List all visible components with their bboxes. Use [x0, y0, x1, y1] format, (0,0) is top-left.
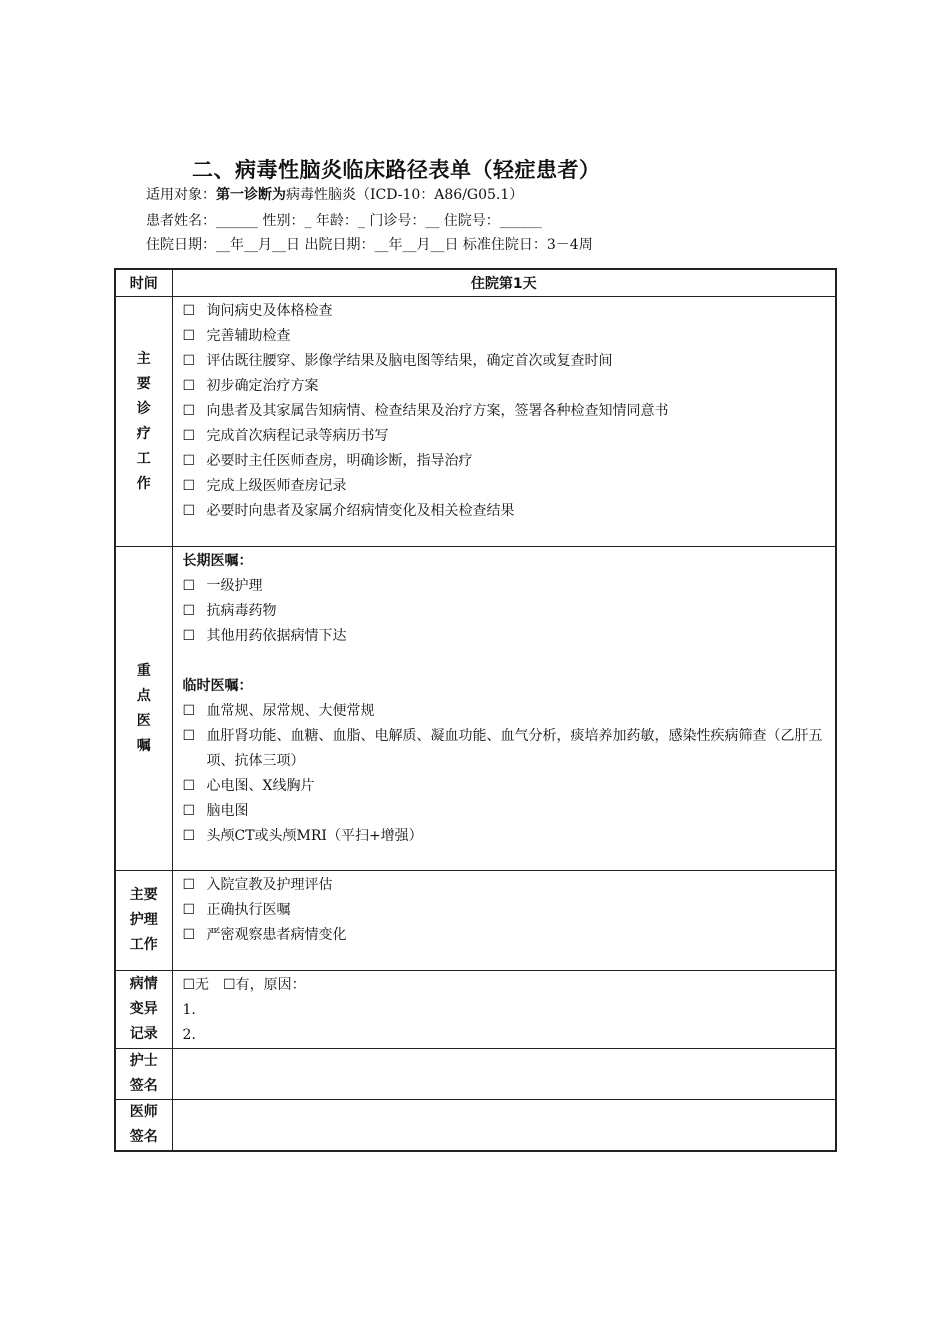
doctor-sign-row [115, 1100, 836, 1152]
variance-row [115, 971, 836, 1049]
meta-bold: 第一诊断为 [216, 187, 286, 203]
variance-reason-2[interactable]: 2. [182, 1027, 196, 1043]
label-line: 记录 [129, 1026, 158, 1042]
checklist-item[interactable]: ☐ 完成上级医师查房记录 [183, 474, 832, 499]
checkbox-icon[interactable]: ☐ [182, 628, 196, 644]
checkbox-icon[interactable]: ☐ [182, 927, 196, 943]
label-line: 护士 [129, 1053, 158, 1069]
label-line: 工作 [129, 937, 158, 953]
label-char: 诊 [136, 400, 151, 417]
checklist-item[interactable]: ☐ 向患者及其家属告知病情、检查结果及治疗方案，签署各种检查知情同意书 [183, 399, 832, 424]
label-char: 重 [136, 662, 151, 679]
checklist-item[interactable]: ☐ 必要时主任医师查房，明确诊断，指导治疗 [183, 449, 832, 474]
checklist-item[interactable]: ☐ 一级护理 [183, 574, 832, 599]
checkbox-icon[interactable]: ☐ [182, 603, 196, 619]
checklist-item[interactable]: ☐ 心电图、X线胸片 [183, 774, 832, 799]
checkbox-icon[interactable]: ☐ [182, 902, 196, 918]
label-char: 疗 [136, 425, 151, 442]
label-line: 签名 [129, 1078, 158, 1094]
nursing-row [115, 871, 836, 971]
main-work-row [115, 297, 836, 547]
checklist-item[interactable]: ☐ 评估既往腰穿、影像学结果及脑电图等结果，确定首次或复查时间 [183, 349, 832, 374]
meta-diagnosis: 病毒性脑炎（ICD-10：A86/G05.1） [286, 187, 524, 203]
nurse-signature-field[interactable] [172, 1049, 836, 1100]
nursing-content [172, 871, 836, 971]
label-char: 嘱 [136, 737, 151, 754]
nurse-sign-row [115, 1049, 836, 1100]
checkbox-icon[interactable]: ☐ [182, 803, 196, 819]
orders-label [115, 547, 172, 871]
checkbox-icon[interactable]: ☐ [182, 428, 196, 444]
checklist-item[interactable]: ☐ 其他用药依据病情下达 [183, 624, 832, 649]
header-day: 住院第1天 [172, 269, 836, 297]
checklist-item[interactable]: ☐ 完善辅助检查 [183, 324, 832, 349]
checkbox-icon[interactable]: ☐ [182, 328, 196, 344]
checkbox-icon[interactable]: ☐ [182, 503, 196, 519]
label-line: 病情 [129, 976, 158, 992]
checklist-item[interactable]: ☐ 血肝肾功能、血糖、血脂、电解质、凝血功能、血气分析，痰培养加药敏，感染性疾病筛查（乙肝五项、抗体三项） [183, 724, 832, 774]
variance-options[interactable]: ☐无 ☐有，原因： [182, 977, 306, 993]
meta-prefix: 适用对象： [146, 187, 216, 203]
label-line: 变异 [129, 1001, 158, 1017]
patient-info-line: 患者姓名：______ 性别：_ 年龄：_ 门诊号：__ 住院号：______ [146, 213, 542, 229]
temporary-orders-title: 临时医嘱： [182, 678, 253, 694]
main-work-content [172, 297, 836, 547]
variance-content [172, 971, 836, 1049]
checklist-item[interactable]: ☐ 血常规、尿常规、大便常规 [183, 699, 832, 724]
orders-content [172, 547, 836, 871]
checklist-item[interactable]: ☐ 必要时向患者及家属介绍病情变化及相关检查结果 [183, 499, 832, 524]
applicable-target [146, 184, 523, 204]
checklist-item[interactable]: ☐ 询问病史及体格检查 [183, 299, 832, 324]
checklist-item[interactable]: ☐ 脑电图 [183, 799, 832, 824]
orders-row [115, 547, 836, 871]
long-term-orders-title: 长期医嘱： [182, 553, 253, 569]
label-char: 主 [136, 350, 151, 367]
checkbox-icon[interactable]: ☐ [182, 703, 196, 719]
doctor-sign-label [115, 1100, 172, 1152]
checklist-item[interactable]: ☐ 抗病毒药物 [183, 599, 832, 624]
label-char: 作 [136, 475, 151, 492]
page-title: 二、病毒性脑炎临床路径表单（轻症患者） [192, 158, 601, 182]
clinical-pathway-table [114, 268, 837, 1152]
doctor-signature-field[interactable] [172, 1100, 836, 1152]
admission-info-line: 住院日期：__年__月__日 出院日期：__年__月__日 标准住院日：3－4周 [146, 237, 593, 253]
label-line: 签名 [129, 1129, 158, 1145]
label-char: 要 [136, 375, 151, 392]
checkbox-icon[interactable]: ☐ [182, 828, 196, 844]
label-char: 工 [136, 450, 151, 467]
header-time: 时间 [115, 269, 172, 297]
label-char: 医 [136, 712, 151, 729]
variance-reason-1[interactable]: 1. [182, 1002, 196, 1018]
checkbox-icon[interactable]: ☐ [182, 877, 196, 893]
nurse-sign-label [115, 1049, 172, 1100]
checkbox-icon[interactable]: ☐ [182, 453, 196, 469]
checkbox-icon[interactable]: ☐ [182, 353, 196, 369]
checklist-item[interactable]: ☐ 头颅CT或头颅MRI（平扫+增强） [183, 824, 832, 849]
variance-label [115, 971, 172, 1049]
checkbox-icon[interactable]: ☐ [182, 778, 196, 794]
label-line: 医师 [129, 1104, 158, 1120]
checkbox-icon[interactable]: ☐ [182, 478, 196, 494]
checklist-item[interactable]: ☐ 正确执行医嘱 [183, 898, 832, 923]
checkbox-icon[interactable]: ☐ [182, 403, 196, 419]
checklist-item[interactable]: ☐ 完成首次病程记录等病历书写 [183, 424, 832, 449]
checkbox-icon[interactable]: ☐ [182, 578, 196, 594]
main-work-label [115, 297, 172, 547]
checklist-item[interactable]: ☐ 入院宣教及护理评估 [183, 873, 832, 898]
table-header-row [115, 269, 836, 297]
checkbox-icon[interactable]: ☐ [182, 378, 196, 394]
label-line: 主要 [129, 887, 158, 903]
nursing-label [115, 871, 172, 971]
checklist-item[interactable]: ☐ 严密观察患者病情变化 [183, 923, 832, 948]
checkbox-icon[interactable]: ☐ [182, 728, 196, 744]
checkbox-icon[interactable]: ☐ [182, 303, 196, 319]
spacer [183, 649, 832, 674]
checklist-item[interactable]: ☐ 初步确定治疗方案 [183, 374, 832, 399]
label-line: 护理 [129, 912, 158, 928]
label-char: 点 [136, 687, 151, 704]
